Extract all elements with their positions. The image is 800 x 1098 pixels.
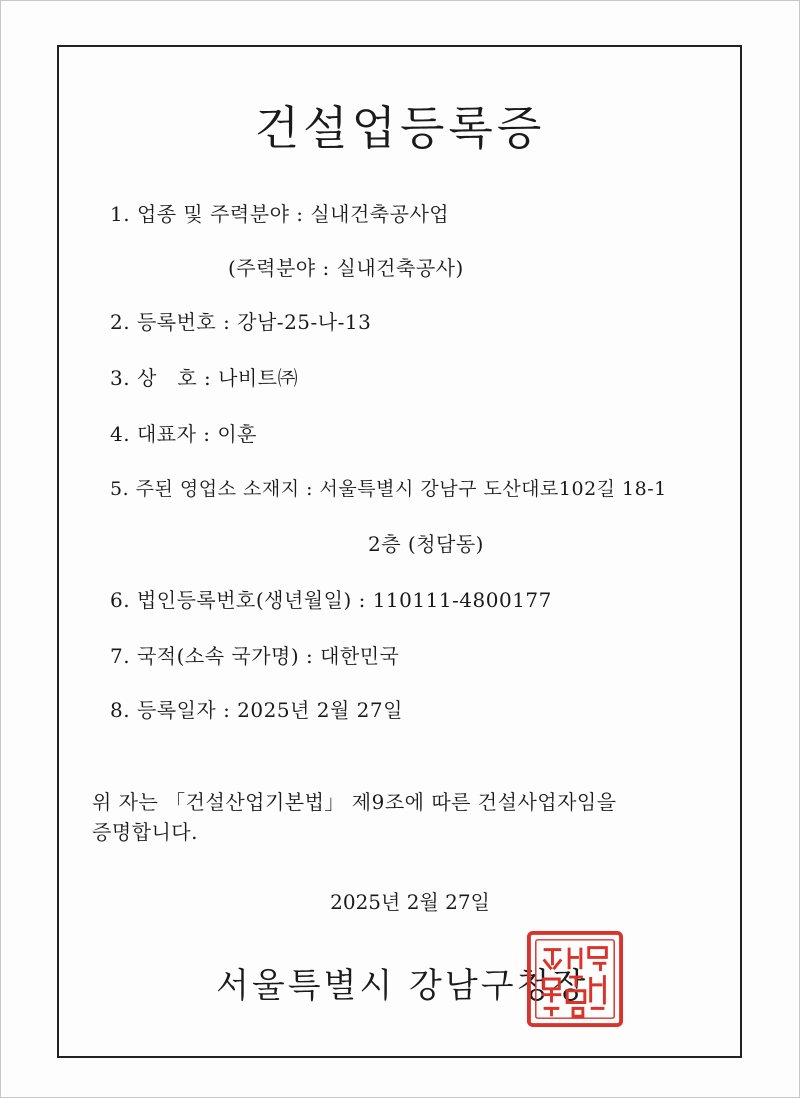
item-representative: 4. 대표자 : 이훈	[110, 422, 257, 446]
certification-statement: 위 자는 「건설산업기본법」 제9조에 따른 건설사업자임을	[92, 790, 617, 814]
issuer-name: 서울특별시 강남구청장	[216, 966, 589, 1006]
official-seal-icon	[526, 930, 624, 1028]
issue-date: 2025년 2월 27일	[330, 890, 490, 914]
item-office-address-line2: 2층 (청담동)	[368, 532, 484, 556]
item-company-name: 3. 상 호 : 나비트㈜	[110, 366, 299, 390]
item-registration-number: 2. 등록번호 : 강남-25-나-13	[110, 310, 372, 334]
certification-statement-end: 증명합니다.	[92, 820, 198, 844]
item-nationality: 7. 국적(소속 국가명) : 대한민국	[110, 644, 400, 668]
item-business-type: 1. 업종 및 주력분야 : 실내건축공사업	[110, 202, 450, 226]
item-registration-date: 8. 등록일자 : 2025년 2월 27일	[110, 698, 403, 722]
item-corporate-number: 6. 법인등록번호(생년월일) : 110111-4800177	[110, 588, 552, 612]
certificate-title: 건설업등록증	[254, 101, 546, 155]
item-office-address: 5. 주된 영업소 소재지 : 서울특별시 강남구 도산대로102길 18-1	[110, 478, 667, 500]
item-main-field: (주력분야 : 실내건축공사)	[228, 256, 464, 280]
